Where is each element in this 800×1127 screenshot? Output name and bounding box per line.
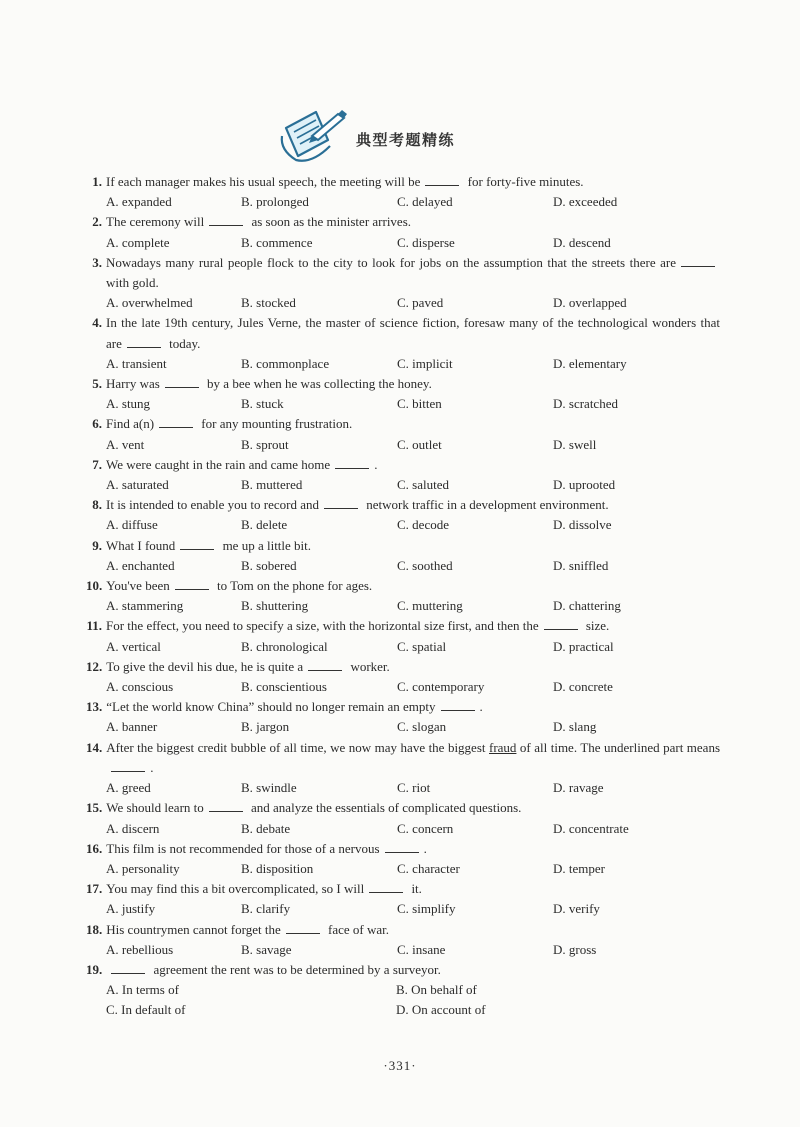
answer-option: C. spatial (397, 638, 447, 654)
question-text (106, 839, 720, 859)
answer-option: B. commonplace (241, 355, 330, 371)
answer-option: D. exceeded (553, 194, 618, 210)
answer-option: C. disperse (397, 234, 455, 250)
question-text-part: Nowadays many rural people flock to the city to look for jobs on the assumption that the streets there are (106, 254, 676, 270)
question-text-part: In the late 19th century, Jules Verne, the master of science fiction, foresaw many of the technological wonders that are (106, 315, 720, 351)
answer-blank (286, 920, 320, 934)
question-item (86, 414, 720, 434)
answer-option: C. In default of (106, 1002, 186, 1018)
page-title: 典型考题精练 (356, 130, 456, 149)
answer-option: B. stuck (241, 396, 284, 412)
answer-option: C. soothed (397, 557, 453, 573)
question-item (86, 738, 720, 778)
answer-option: B. muttered (241, 477, 303, 493)
question-number: 14. (86, 739, 103, 755)
question-item (86, 798, 720, 818)
answer-option: C. delayed (397, 194, 453, 210)
question-text-part: What I found (106, 537, 176, 553)
question-text (106, 576, 720, 596)
answer-blank (681, 253, 715, 267)
answer-blank (369, 879, 403, 893)
question-number: 13. (86, 699, 103, 715)
question-text-part: today. (165, 335, 201, 351)
question-number: 17. (86, 881, 103, 897)
answer-blank (175, 576, 209, 590)
question-text (106, 657, 720, 677)
question-text-part: “Let the world know China” should no longer remain an empty (106, 699, 436, 715)
answer-option: B. savage (241, 941, 292, 957)
question-text (106, 920, 720, 940)
question-text-part: The ceremony will (106, 214, 205, 230)
answer-option: D. concentrate (553, 820, 629, 836)
question-number: 7. (92, 456, 102, 472)
question-number: 1. (92, 174, 102, 189)
answer-option: B. On behalf of (396, 982, 477, 998)
answer-blank (180, 536, 214, 550)
answer-option: A. greed (106, 780, 151, 796)
question-text-part: After the biggest credit bubble of all time, we now may have the biggest (106, 739, 486, 755)
answer-option: D. scratched (553, 396, 618, 412)
question-list (86, 172, 720, 1021)
question-text-part: His countrymen cannot forget the (106, 921, 281, 937)
answer-option: C. bitten (397, 396, 442, 412)
question-number: 12. (86, 658, 103, 674)
question-item (86, 657, 720, 677)
answer-options (86, 556, 720, 576)
notepad-pen-icon (272, 106, 348, 166)
answer-option: A. enchanted (106, 557, 175, 573)
question-text-part: by a bee when he was collecting the honey. (203, 376, 432, 392)
question-text-part: Harry was (106, 376, 160, 392)
answer-option: A. diffuse (106, 517, 158, 533)
answer-options (86, 475, 720, 495)
answer-options (86, 354, 720, 374)
answer-options (86, 293, 720, 313)
answer-options (86, 899, 720, 919)
answer-option: A. conscious (106, 679, 174, 695)
question-item (86, 212, 720, 232)
answer-blank (425, 172, 459, 186)
question-text-part: with gold. (106, 275, 159, 291)
answer-options (86, 980, 720, 1000)
answer-option: A. overwhelmed (106, 295, 193, 311)
question-text-part: of all time. The underlined part means (516, 739, 721, 755)
answer-option: C. slogan (397, 719, 447, 735)
answer-option: A. stammering (106, 598, 184, 614)
question-text-part: agreement the rent was to be determined by a surveyor. (150, 961, 441, 977)
answer-blank (335, 455, 369, 469)
answer-option: C. concern (397, 820, 454, 836)
question-number: 11. (86, 618, 102, 634)
answer-option: C. contemporary (397, 679, 485, 695)
question-number: 5. (92, 376, 102, 392)
answer-option: A. transient (106, 355, 167, 371)
question-text-part: It is intended to enable you to record and (106, 497, 319, 513)
answer-options (86, 859, 720, 879)
answer-options (86, 940, 720, 960)
answer-option: A. saturated (106, 477, 169, 493)
answer-blank (209, 212, 243, 226)
question-text-part: We should learn to (106, 800, 204, 816)
section-header (272, 106, 455, 166)
answer-option: C. paved (397, 295, 444, 311)
answer-option: D. dissolve (553, 517, 612, 533)
question-number: 2. (92, 214, 102, 230)
answer-option: C. muttering (397, 598, 463, 614)
answer-option: B. shuttering (241, 598, 309, 614)
answer-blank (441, 697, 475, 711)
answer-option: C. decode (397, 517, 449, 533)
question-text (106, 414, 720, 434)
question-text (106, 374, 720, 394)
question-text-part: . (423, 840, 427, 856)
question-text-part: and analyze the essentials of complicated questions. (247, 800, 522, 816)
answer-blank (159, 414, 193, 428)
question-text (106, 313, 720, 353)
question-number: 3. (92, 254, 102, 270)
question-text-part: it. (408, 881, 422, 897)
answer-blank (111, 960, 145, 974)
question-text-part: to Tom on the phone for ages. (213, 578, 373, 594)
answer-option: D. practical (553, 638, 614, 654)
answer-options (86, 1000, 720, 1020)
answer-option: A. stung (106, 396, 151, 412)
answer-options (86, 233, 720, 253)
question-text-part: for any mounting frustration. (198, 416, 353, 432)
answer-option: D. gross (553, 941, 597, 957)
answer-option: A. discern (106, 820, 160, 836)
answer-option: B. chronological (241, 638, 328, 654)
answer-option: B. conscientious (241, 679, 327, 695)
answer-blank (385, 839, 419, 853)
question-item (86, 253, 720, 293)
answer-options (86, 637, 720, 657)
question-text-part: . (374, 456, 378, 472)
question-text-part: size. (582, 618, 610, 634)
answer-option: A. rebellious (106, 941, 174, 957)
answer-option: D. swell (553, 436, 597, 452)
answer-option: C. riot (397, 780, 431, 796)
question-item (86, 879, 720, 899)
question-text-part: To give the devil his due, he is quite a (106, 658, 304, 674)
question-number: 18. (86, 921, 103, 937)
answer-option: B. sprout (241, 436, 289, 452)
answer-option: D. temper (553, 860, 605, 876)
answer-options (86, 778, 720, 798)
question-text (106, 455, 720, 475)
question-text-part: You may find this a bit overcomplicated, so I will (106, 881, 365, 897)
answer-options (86, 192, 720, 212)
answer-option: A. In terms of (106, 982, 179, 998)
answer-option: D. uprooted (553, 477, 616, 493)
answer-option: D. slang (553, 719, 597, 735)
question-number: 8. (92, 497, 102, 513)
answer-option: B. debate (241, 820, 291, 836)
answer-options (86, 596, 720, 616)
question-text (106, 960, 720, 980)
answer-option: A. banner (106, 719, 158, 735)
question-item (86, 839, 720, 859)
question-text (106, 697, 720, 717)
answer-option: A. vent (106, 436, 145, 452)
answer-option: A. vertical (106, 638, 161, 654)
question-item (86, 616, 720, 636)
answer-option: D. ravage (553, 780, 604, 796)
answer-blank (209, 798, 243, 812)
answer-option: C. insane (397, 941, 446, 957)
answer-option: C. implicit (397, 355, 453, 371)
answer-option: D. On account of (396, 1002, 486, 1018)
question-text-part: me up a little bit. (219, 537, 312, 553)
answer-option: D. overlapped (553, 295, 627, 311)
question-number: 10. (86, 578, 103, 594)
question-text-part: We were caught in the rain and came home (106, 456, 331, 472)
question-text-part: network traffic in a development environment. (363, 497, 609, 513)
question-text-part: for forty-five minutes. (464, 174, 584, 189)
question-text-part: face of war. (324, 921, 389, 937)
answer-blank (324, 495, 358, 509)
question-item (86, 455, 720, 475)
question-text-part: worker. (347, 658, 390, 674)
question-item (86, 172, 720, 192)
answer-option: B. swindle (241, 780, 297, 796)
question-item (86, 536, 720, 556)
answer-options (86, 717, 720, 737)
question-text-part: This film is not recommended for those of a nervous (106, 840, 380, 856)
question-text (106, 879, 720, 899)
answer-option: C. outlet (397, 436, 442, 452)
question-number: 15. (86, 800, 103, 816)
question-item (86, 960, 720, 980)
answer-blank (544, 616, 578, 630)
answer-option: C. saluted (397, 477, 449, 493)
page-number: ·331· (383, 1058, 417, 1073)
answer-option: D. concrete (553, 679, 613, 695)
question-text-part: For the effect, you need to specify a size, with the horizontal size first, and then the (106, 618, 539, 634)
question-text (106, 212, 720, 232)
answer-options (86, 515, 720, 535)
question-item (86, 576, 720, 596)
answer-option: D. sniffled (553, 557, 609, 573)
answer-option: D. chattering (553, 598, 621, 614)
answer-option: C. character (397, 860, 460, 876)
question-number: 19. (86, 961, 103, 977)
answer-option: B. disposition (241, 860, 314, 876)
question-number: 9. (92, 537, 102, 553)
answer-blank (308, 657, 342, 671)
question-text-part: as soon as the minister arrives. (248, 214, 412, 230)
question-number: 4. (92, 315, 102, 331)
question-text-part: You've been (106, 578, 170, 594)
question-text (106, 616, 720, 636)
answer-options (86, 394, 720, 414)
answer-option: B. delete (241, 517, 288, 533)
answer-option: A. expanded (106, 194, 172, 210)
question-item (86, 697, 720, 717)
question-text (106, 536, 720, 556)
answer-option: A. justify (106, 901, 156, 917)
question-text-part: . (150, 759, 154, 775)
question-text (106, 253, 720, 293)
question-text-part: Find a(n) (106, 416, 155, 432)
question-item (86, 313, 720, 353)
answer-option: B. clarify (241, 901, 291, 917)
question-text-part: If each manager makes his usual speech, the meeting will be (106, 174, 421, 189)
question-text (106, 495, 720, 515)
answer-blank (111, 758, 145, 772)
answer-option: C. simplify (397, 901, 456, 917)
answer-option: B. commence (241, 234, 313, 250)
answer-blank (165, 374, 199, 388)
answer-option: D. verify (553, 901, 600, 917)
answer-option: A. personality (106, 860, 180, 876)
answer-option: D. descend (553, 234, 611, 250)
question-item (86, 495, 720, 515)
answer-option: B. stocked (241, 295, 296, 311)
underlined-word: fraud (489, 739, 517, 755)
question-text (106, 172, 720, 192)
answer-options (86, 819, 720, 839)
answer-option: B. jargon (241, 719, 290, 735)
question-text (106, 738, 720, 778)
answer-option: D. elementary (553, 355, 627, 371)
question-text-part: . (479, 699, 483, 715)
question-item (86, 374, 720, 394)
question-number: 6. (92, 416, 102, 432)
answer-blank (127, 334, 161, 348)
answer-option: B. sobered (241, 557, 297, 573)
question-number: 16. (86, 840, 103, 856)
question-item (86, 920, 720, 940)
answer-option: A. complete (106, 234, 170, 250)
question-text (106, 798, 720, 818)
answer-option: B. prolonged (241, 194, 309, 210)
answer-options (86, 677, 720, 697)
answer-options (86, 435, 720, 455)
